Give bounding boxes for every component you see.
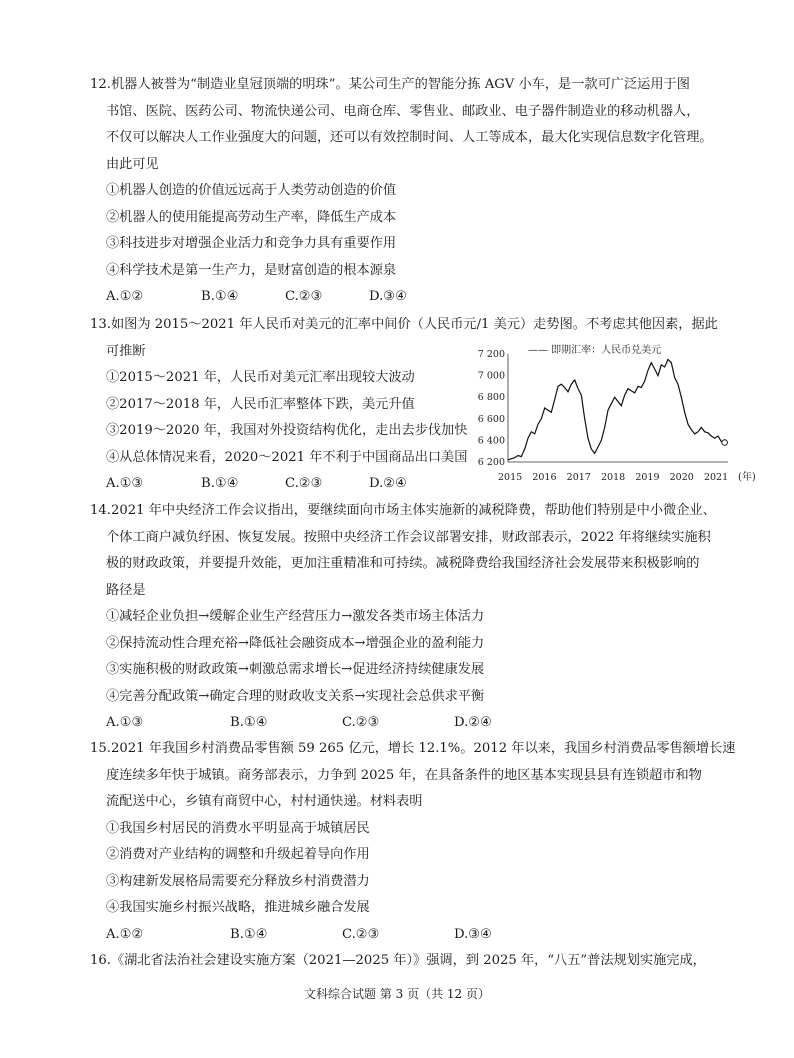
q13-line-2: 可推断: [106, 343, 146, 359]
y-tick-label: 7 000: [477, 370, 505, 382]
q12-choice-2: ②机器人的使用能提高劳动生产率，降低生产成本: [106, 209, 397, 225]
x-tick-label: 2020: [669, 472, 694, 483]
question-12: [90, 72, 730, 311]
q14-options: [90, 710, 730, 737]
y-tick-label: 6 600: [477, 413, 505, 425]
q12-option-b: B.①④: [201, 289, 239, 304]
chart-legend: —— 即期汇率：人民币兑美元: [528, 345, 662, 356]
q15-line-3: 流配送中心，乡镇有商贸中心，村村通快递。材料表明: [106, 794, 423, 809]
q12-line-3: 不仅可以解决人工作业强度大的问题，还可以有效控制时间、人工等成本，最大化实现信息数字化管理。: [106, 130, 713, 145]
q13-option-d: D.②④: [369, 476, 407, 491]
x-tick-label: 2015: [498, 472, 523, 483]
y-tick-label: 7 200: [477, 349, 505, 360]
page-footer: 文科综合试题 第 3 页（共 12 页）: [304, 987, 490, 1001]
q15-options: [90, 922, 730, 949]
q14-choice-4: ④完善分配政策→确定合理的财政收支关系→实现社会总供求平衡: [106, 688, 485, 704]
question-15: [90, 736, 736, 948]
q13-option-b: B.①④: [201, 476, 239, 491]
q13-line-1: 13.如图为 2015～2021 年人民币对美元的汇率中间价（人民币元/1 美元）走势图。不考虑其他因素，据此: [90, 317, 718, 332]
q14-option-b: B.①④: [230, 715, 268, 730]
q15-line-2: 度连续多年快于城镇。商务部表示，力争到 2025 年，在具备条件的地区基本实现县县有连锁超市和物: [106, 767, 702, 783]
rate-line: [508, 359, 725, 459]
q14-choice-2: ②保持流动性合理充裕→降低社会融资成本→增强企业的盈利能力: [106, 635, 485, 651]
y-axis: [478, 349, 505, 468]
q13-option-a: A.①③: [106, 476, 144, 491]
y-tick-label: 6 400: [477, 435, 505, 447]
q12-choice-4: ④科学技术是第一生产力，是财富创造的根本源泉: [106, 262, 397, 278]
q12-line-1: 12.机器人被誉为“制造业皇冠顶端的明珠”。某公司生产的智能分拣 AGV 小车，是一款可广泛运用于图: [90, 77, 690, 92]
rate-end-point: [722, 440, 728, 446]
q16-line-1: 16.《湖北省法治社会建设实施方案（2021—2025 年）》强调，到 2025 年，“八五”普法规划实施完成，: [90, 953, 706, 968]
q15-choice-3: ③构建新发展格局需要充分释放乡村消费潜力: [106, 873, 370, 889]
x-tick-label: 2019: [635, 472, 660, 483]
q15-option-d: D.③④: [454, 926, 492, 942]
exchange-rate-chart: [476, 340, 766, 490]
x-axis: [498, 472, 728, 483]
q12-line-4: 由此可见: [106, 156, 159, 172]
q14-line-1: 14.2021 年中央经济工作会议指出，要继续面向市场主体实施新的减税降费，帮助他们特别是中小微企业、: [90, 503, 716, 518]
q12-option-d: D.③④: [369, 289, 407, 304]
q15-option-c: C.②③: [342, 926, 380, 942]
q14-choice-3: ③实施积极的财政政策→刺激总需求增长→促进经济持续健康发展: [106, 662, 485, 677]
x-axis-unit: (年): [738, 472, 756, 483]
exchange-rate-chart-svg: [476, 340, 766, 490]
q13-choice-4: ④从总体情况来看，2020～2021 年不利于中国商品出口美国: [106, 449, 468, 465]
q15-option-a: A.①②: [106, 926, 144, 942]
q12-options: [90, 284, 730, 311]
x-tick-label: 2017: [566, 472, 591, 483]
question-14: [90, 498, 730, 737]
rate-series: [508, 359, 727, 459]
q12-option-a: A.①②: [106, 289, 144, 304]
q12-choice-3: ③科技进步对增强企业活力和竞争力具有重要作用: [106, 236, 397, 251]
q14-option-d: D.②④: [454, 715, 492, 730]
x-tick-label: 2018: [600, 472, 626, 483]
q13-choice-2: ②2017～2018 年，人民币汇率整体下跌，美元升值: [106, 396, 415, 412]
q14-option-c: C.②③: [342, 715, 380, 730]
q13-option-c: C.②③: [285, 476, 323, 491]
q15-choice-2: ②消费对产业结构的调整和升级起着导向作用: [106, 847, 370, 862]
q15-choice-4: ④我国实施乡村振兴战略，推进城乡融合发展: [106, 900, 370, 915]
q14-line-4: 路径是: [106, 582, 146, 598]
y-tick-label: 6 200: [477, 457, 505, 468]
q12-line-2: 书馆、医院、医药公司、物流快递公司、电商仓库、零售业、邮政业、电子器件制造业的移动机器人，: [106, 103, 700, 119]
q14-choice-1: ①减轻企业负担→缓解企业生产经营压力→激发各类市场主体活力: [106, 609, 485, 624]
q14-line-3: 极的财政政策，并要提升效能，更加注重精准和可持续。减税降费给我国经济社会发展带来积极影响的: [106, 556, 700, 571]
q15-line-1: 15.2021 年我国乡村消费品零售额 59 265 亿元，增长 12.1%。2012 年以来，我国乡村消费品零售额增长速: [90, 741, 736, 756]
q12-choice-1: ①机器人创造的价值远远高于人类劳动创造的价值: [106, 183, 397, 198]
q14-line-2: 个体工商户减负纾困、恢复发展。按照中央经济工作会议部署安排，财政部表示，2022 年将继续实施积: [106, 529, 711, 545]
q13-choice-3: ③2019～2020 年，我国对外投资结构优化，走出去步伐加快: [106, 423, 468, 438]
q15-choice-1: ①我国乡村居民的消费水平明显高于城镇居民: [106, 820, 370, 836]
x-tick-label: 2016: [532, 472, 557, 483]
x-tick-label: 2021: [703, 472, 729, 483]
q14-option-a: A.①③: [106, 715, 144, 730]
question-16: [90, 948, 730, 975]
q12-option-c: C.②③: [285, 289, 323, 304]
y-tick-label: 6 800: [477, 392, 505, 404]
q13-choice-1: ①2015～2021 年，人民币对美元汇率出现较大波动: [106, 370, 415, 385]
q15-option-b: B.①④: [230, 926, 268, 942]
